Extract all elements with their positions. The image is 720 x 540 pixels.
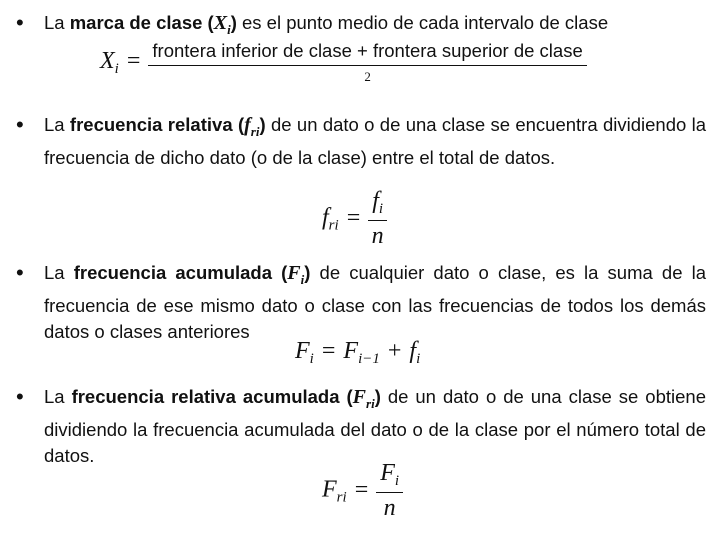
fraction [148,40,586,85]
bullet-dot: • [16,384,24,409]
bullet-frecuencia-acumulada [16,260,706,345]
denominator: n [383,495,396,521]
bullet-text: La frecuencia acumulada $(F_i)$ de cualquier dato o clase, es la suma de la frecuencia de ese mismo dato o clase con las frecuencias de todos los demás datos o clases anteriores [44,262,706,342]
bullet-text: La marca de clase $(X_i)$ es el punto medio de cada intervalo de clase [44,12,609,37]
formula-marca-de-clase: $X_i$ = $\frac{\text{frontera inferior de clase + frontera superior de clase}}{2}$ [100,40,587,85]
term-bold: marca de clase [69,12,203,33]
symbol: $f_{ri}$ [244,114,260,139]
bullet-frecuencia-relativa-acumulada [16,384,706,469]
bullet-text: La frecuencia relativa acumulada $(F_{ri})$ de un dato o de una clase se obtiene dividiendo la frecuencia acumulada del dato o de la clase por el número total de datos. [44,386,706,466]
symbol: $X_i$ [213,12,231,37]
numerator: $F_i$ [376,460,403,493]
bullet-marca-de-clase [16,10,706,43]
denominator: n [371,223,384,249]
numerator: frontera inferior de clase + frontera superior de clase [148,40,586,66]
denominator: 2 [364,69,371,84]
formula-frecuencia-relativa: $f_{ri}$ = $\frac{f_i}{n}$ [322,188,387,250]
bullet-dot: • [16,112,24,137]
bullet-text: La frecuencia relativa $(f_{ri})$ de un dato o de una clase se encuentra dividiendo la frecuencia de dicho dato (o de la clase) entre el total de datos. [44,114,707,168]
bullet-dot: • [16,10,24,35]
bullet-dot: • [16,260,24,285]
formula-frecuencia-relativa-acumulada: $F_{ri}$ = $\frac{F_i}{n}$ [322,460,403,522]
bullet-frecuencia-relativa [16,112,706,171]
term-bold: frecuencia acumulada [73,262,273,283]
fraction [368,188,387,250]
symbol: $F_i$ [287,262,305,287]
numerator: $f_i$ [368,188,387,221]
term-bold: frecuencia relativa acumulada [71,386,340,407]
fraction [376,460,403,522]
formula-frecuencia-acumulada: $F_i = F_{i-1} + f_i$ [295,338,421,367]
term-bold: frecuencia relativa [69,114,233,135]
symbol: $F_{ri}$ [352,386,375,411]
